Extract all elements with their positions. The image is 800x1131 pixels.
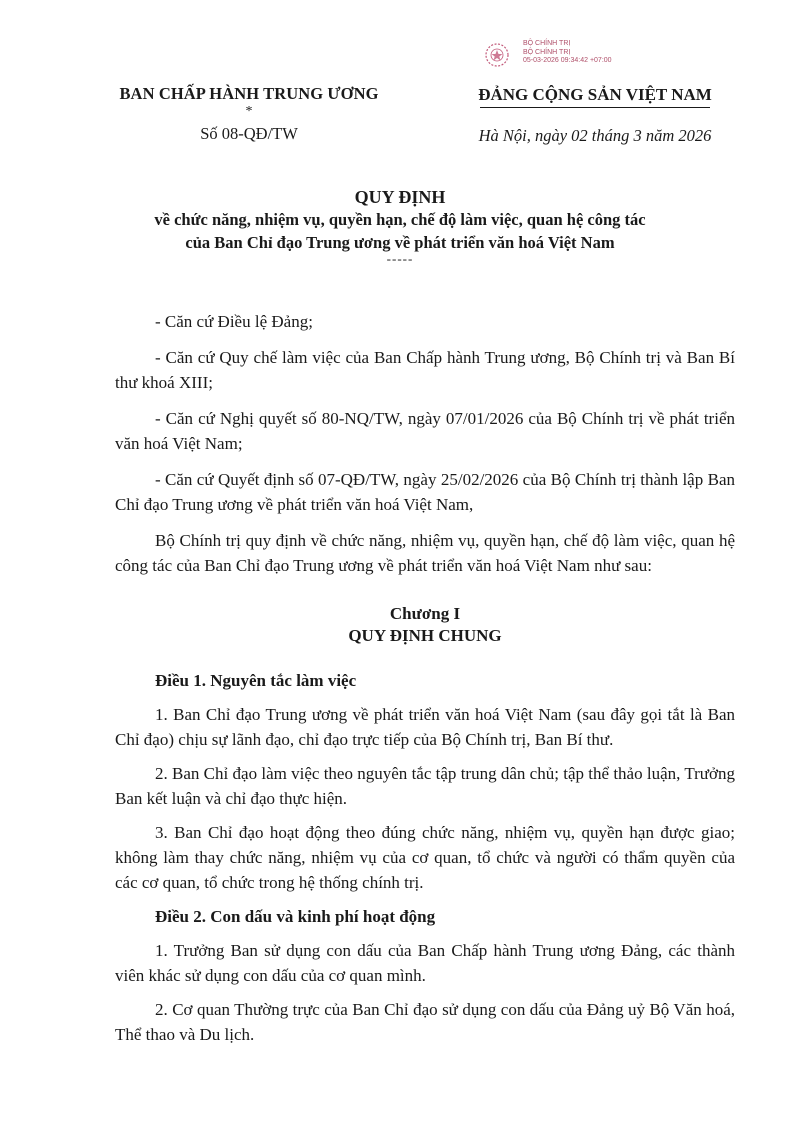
document-title: QUY ĐỊNH	[354, 187, 446, 207]
legal-basis-2: - Căn cứ Quy chế làm việc của Ban Chấp hành Trung ương, Bộ Chính trị và Ban Bí thư khoá XIII;	[115, 348, 735, 392]
digital-signature-stamp	[483, 40, 683, 70]
issue-date: Hà Nội, ngày 02 tháng 3 năm 2026	[478, 126, 712, 145]
party-header	[430, 85, 760, 146]
article-2-clause-1: 1. Trưởng Ban sử dụng con dấu của Ban Chấp hành Trung ương Đảng, các thành viên khác sử dụng con dấu của cơ quan mình.	[115, 941, 735, 985]
title-separator: -----	[386, 251, 414, 266]
article-2-heading: Điều 2. Con dấu và kinh phí hoạt động	[155, 907, 436, 926]
stamp-line-1: BỘ CHÍNH TRỊ	[523, 40, 571, 47]
stamp-text	[523, 40, 612, 66]
document-subtitle-line-2: của Ban Chỉ đạo Trung ương về phát triển văn hoá Việt Nam	[185, 233, 615, 252]
seal-icon	[483, 41, 515, 69]
issuing-body-name: BAN CHẤP HÀNH TRUNG ƯƠNG	[119, 84, 379, 103]
document-number: Số 08-QĐ/TW	[200, 124, 298, 143]
legal-basis-1: - Căn cứ Điều lệ Đảng;	[155, 312, 313, 331]
party-underline	[480, 107, 710, 108]
article-1-clause-2: 2. Ban Chỉ đạo làm việc theo nguyên tắc tập trung dân chủ; tập thể thảo luận, Trưởng Ban kết luận và chỉ đạo thực hiện.	[115, 764, 735, 808]
legal-basis-3: - Căn cứ Nghị quyết số 80-NQ/TW, ngày 07/01/2026 của Bộ Chính trị về phát triển văn hoá Việt Nam;	[115, 409, 735, 453]
legal-basis-4: - Căn cứ Quyết định số 07-QĐ/TW, ngày 25/02/2026 của Bộ Chính trị thành lập Ban Chỉ đạo Trung ương về phát triển văn hoá Việt Nam,	[115, 470, 735, 514]
issuing-body-header	[94, 84, 404, 144]
chapter-title: QUY ĐỊNH CHUNG	[348, 626, 502, 645]
article-1-clause-3: 3. Ban Chỉ đạo hoạt động theo đúng chức năng, nhiệm vụ, quyền hạn được giao; không làm thay chức năng, nhiệm vụ của cơ quan, tổ chức và người có thẩm quyền của các cơ quan, tổ chức trong hệ thống chính trị.	[115, 823, 735, 892]
header-star: *	[245, 104, 253, 119]
article-1-clause-1: 1. Ban Chỉ đạo Trung ương về phát triển văn hoá Việt Nam (sau đây gọi tắt là Ban Chỉ đạo) chịu sự lãnh đạo, chỉ đạo trực tiếp của Bộ Chính trị, Ban Bí thư.	[115, 705, 735, 749]
document-body	[115, 309, 735, 1047]
chapter-heading: Chương I	[389, 604, 461, 623]
party-name: ĐẢNG CỘNG SẢN VIỆT NAM	[478, 85, 712, 104]
document-subtitle-line-1: về chức năng, nhiệm vụ, quyền hạn, chế độ làm việc, quan hệ công tác	[154, 210, 646, 229]
stamp-line-2: BỘ CHÍNH TRỊ	[523, 48, 571, 56]
article-1-heading: Điều 1. Nguyên tắc làm việc	[155, 671, 357, 690]
document-title-block	[100, 186, 700, 264]
intro-paragraph: Bộ Chính trị quy định về chức năng, nhiệm vụ, quyền hạn, chế độ làm việc, quan hệ công tác của Ban Chỉ đạo Trung ương về phát triển văn hoá Việt Nam như sau:	[115, 531, 735, 575]
article-2-clause-2: 2. Cơ quan Thường trực của Ban Chỉ đạo sử dụng con dấu của Đảng uỷ Bộ Văn hoá, Thể thao và Du lịch.	[115, 1000, 735, 1044]
stamp-line-3: 05-03-2026 09:34:42 +07:00	[523, 57, 612, 64]
